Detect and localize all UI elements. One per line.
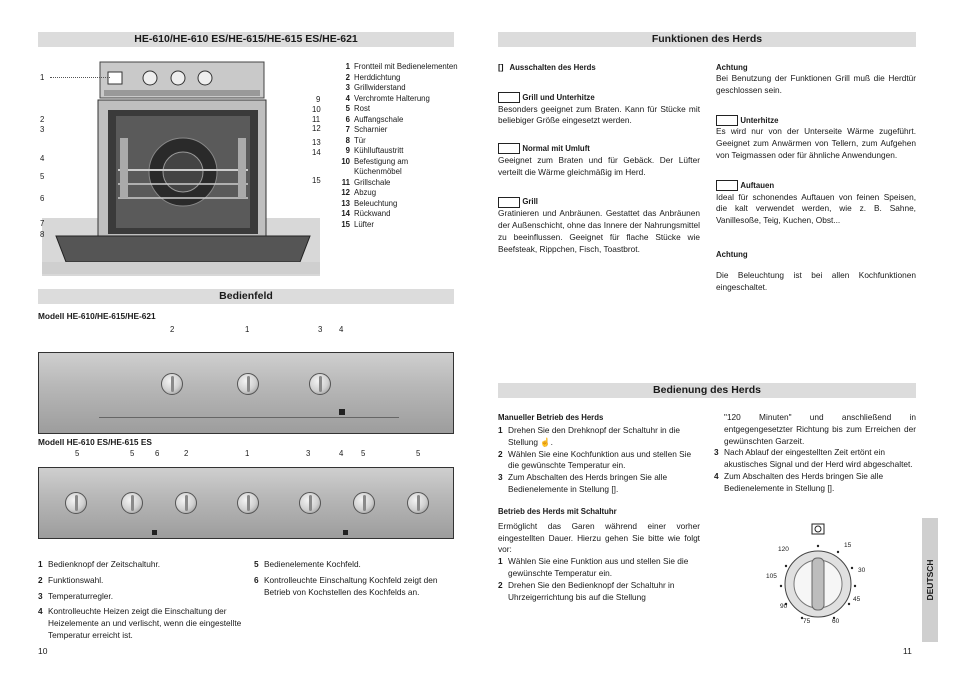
dial-label-45: 45 — [853, 596, 861, 603]
temperature-knob[interactable] — [309, 373, 331, 395]
functions-column-2 — [716, 62, 916, 294]
part-item: 9 Kühlluftaustritt — [345, 146, 404, 156]
timer-knob[interactable] — [237, 373, 259, 395]
warning-text: Bei Benutzung der Funktionen Grill muß die Herdtür geschlossen sein. — [716, 73, 916, 95]
function-text: Ideal für schonendes Auftauen von feinen Speisen, die kalt verwendet werden, wie z. B. Sahne, Vanillesoße, Teig, Kuchen, Obst... — [716, 191, 916, 226]
off-function — [498, 62, 700, 74]
page-number-left: 10 — [38, 646, 48, 656]
heating-indicator-icon — [339, 409, 345, 415]
callout-11: 11 — [312, 115, 321, 124]
function-title: Auftauen — [740, 180, 775, 190]
callout-8: 8 — [40, 230, 45, 239]
control-panel-model2 — [38, 467, 454, 539]
dial-label-90: 90 — [780, 603, 788, 610]
legend-right — [254, 559, 456, 598]
function-convection — [498, 143, 700, 178]
panel-divider — [99, 417, 399, 418]
callout-5: 5 — [40, 172, 45, 181]
dial-label-105: 105 — [766, 573, 777, 580]
model2-callout-5a: 5 — [75, 449, 80, 458]
step-item: 1 Drehen Sie den Drehknopf der Schaltuhr in die Stellung ☝. — [498, 425, 681, 447]
model1-label: Modell HE-610/HE-615/HE-621 — [38, 311, 156, 321]
function-bottom-heat — [716, 115, 916, 162]
step-item: 3 Nach Ablauf der eingestellten Zeit ertönt ein akustisches Signal und der Herd wird abgeschaltet. — [714, 447, 913, 470]
control-panel-model1 — [38, 352, 454, 434]
model2-callout-1: 1 — [245, 449, 250, 458]
dial-label-120: 120 — [778, 546, 789, 553]
bottom-heat-icon — [716, 115, 738, 126]
legend-item: 6 Kontrolleuchte Einschaltung Kochfeld zeigt den Betrieb von Kochstellen des Kochfelds an. — [254, 574, 438, 597]
warning-title: Achtung — [716, 249, 748, 259]
legend-item: 4 Kontrolleuchte Heizen zeigt die Einschaltung der Heizelemente an und verlischt, wenn die eingestellte Temperatur erreicht ist. — [38, 606, 242, 640]
part-item: 7 Scharnier — [345, 125, 388, 135]
legend-item: 3 Temperaturregler. — [38, 590, 114, 601]
callout-7: 7 — [40, 219, 45, 228]
part-item: 6 Auffangschale — [345, 114, 404, 124]
hob-knob-2[interactable] — [121, 492, 143, 514]
part-item: 3 Grillwiderstand — [345, 83, 406, 93]
step-item: 2 Wählen Sie eine Kochfunktion aus und stellen Sie die gewünschte Temperatur ein. — [498, 448, 692, 471]
model2-callout-2: 2 — [184, 449, 189, 458]
function-text: Es wird nur von der Unterseite Wärme zugeführt. Geeignet zum Anwärmen von Tellern, zum Aufgehen von Teigmassen oder für ähnliche Anwendungen. — [716, 126, 916, 160]
off-label: Ausschalten des Herds — [509, 63, 596, 72]
function-grill-bottom — [498, 92, 700, 127]
function-text: Geeignet zum Braten und für Gebäck. Der Lüfter verteilt die Wärme gleichmäßig im Herd. — [498, 154, 700, 177]
part-item: 8 Tür — [345, 135, 366, 145]
off-icon: [] — [498, 62, 504, 72]
model2-callout-3: 3 — [306, 449, 311, 458]
bedienung-title: Bedienung des Herds — [498, 383, 916, 398]
function-title: Unterhitze — [740, 115, 779, 125]
operation-column-1 — [498, 412, 700, 603]
step-item: 3 Zum Abschalten des Herds bringen Sie alle Bedienelemente in Stellung []. — [498, 472, 668, 494]
model2-callout-6: 6 — [155, 449, 160, 458]
hob-knob-1[interactable] — [65, 492, 87, 514]
legend-item: 2 Funktionswahl. — [38, 574, 104, 585]
step-item: 2 Drehen Sie den Bedienknopf der Schaltuhr in Uhrzeigerrichtung bis auf die Stellung — [498, 579, 675, 602]
callout-1: 1 — [40, 73, 45, 82]
part-item: 12 Abzug — [341, 188, 377, 198]
part-item: 2 Herddichtung — [345, 72, 401, 82]
operation-column-2 — [714, 412, 916, 494]
part-item: 4 Verchromte Halterung — [345, 93, 430, 103]
legend-item: 5 Bedienelemente Kochfeld. — [254, 559, 361, 569]
part-item: 15 Lüfter — [341, 219, 374, 229]
callout-12: 12 — [312, 124, 321, 133]
language-tab — [922, 518, 938, 642]
timer-knob[interactable] — [237, 492, 259, 514]
callout-14: 14 — [312, 148, 321, 157]
hob-knob-4[interactable] — [407, 492, 429, 514]
manual-title: Manueller Betrieb des Herds — [498, 413, 604, 422]
callout-9: 9 — [316, 95, 321, 104]
language-tab-label: DEUTSCH — [924, 559, 935, 601]
dial-label-60: 60 — [832, 618, 840, 625]
fan-icon — [498, 143, 520, 154]
heating-indicator-icon — [343, 530, 348, 535]
model1-callout-1: 1 — [245, 325, 250, 334]
oven-illustration — [38, 58, 328, 278]
model2-callout-5c: 5 — [361, 449, 366, 458]
page-number-right: 11 — [903, 646, 912, 656]
grill-icon — [498, 197, 520, 208]
callout-line-1 — [50, 77, 110, 78]
hand-icon: ☝ — [540, 436, 551, 447]
off-icon: [] — [611, 483, 616, 494]
callout-13: 13 — [312, 138, 321, 147]
callout-15: 15 — [312, 176, 321, 185]
model1-callout-2: 2 — [170, 325, 175, 334]
legend-left — [38, 559, 242, 642]
timer-intro: Ermöglicht das Garen während einer vorher eingestellten Dauer. Hierzu gehen Sie bitte wie folgt vor: — [498, 520, 700, 555]
bedienfeld-title: Bedienfeld — [38, 289, 454, 304]
function-text: Gratinieren und Anbräunen. Gestattet das Anbräunen der Außenschicht, ohne das Innere der Nahrungsmittel zu beeinflussen. Geeignet für flache Stücke wie Beefsteak, Rippchen, Fisch, Toastbrot. — [498, 208, 700, 254]
snowflake-icon — [716, 180, 738, 191]
function-title: Normal mit Umluft — [522, 144, 590, 154]
model2-callout-5d: 5 — [416, 449, 421, 458]
warning-title: Achtung — [716, 63, 748, 72]
model2-callout-5b: 5 — [130, 449, 135, 458]
part-item: 5 Rost — [345, 104, 371, 114]
functions-column-1 — [498, 62, 700, 255]
grill-bottom-icon — [498, 92, 520, 103]
legend-item: 1 Bedienknopf der Zeitschaltuhr. — [38, 559, 161, 569]
model1-callout-4: 4 — [339, 325, 344, 334]
timer-continuation: "120 Minuten" und anschließend in entgegengesetzter Richtung bis zum Erreichen der gewünschten Garzeit. — [724, 412, 916, 446]
step-item: 1 Wählen Sie eine Funktion aus und stellen Sie die gewünschte Temperatur ein. — [498, 556, 689, 578]
model2-label: Modell HE-610 ES/HE-615 ES — [38, 437, 152, 447]
function-text: Besonders geeignet zum Braten. Kann für Stücke mit beliebiger Größe eingesetzt werden. — [498, 103, 700, 126]
dial-label-30: 30 — [858, 567, 866, 574]
off-icon: [] — [827, 482, 832, 493]
oven-drawing — [38, 58, 328, 278]
temperature-knob[interactable] — [299, 492, 321, 514]
model2-callout-4: 4 — [339, 449, 344, 458]
function-grill — [498, 196, 700, 255]
function-title: Grill und Unterhitze — [522, 92, 595, 102]
warning-text: Die Beleuchtung ist bei allen Kochfunktionen eingeschaltet. — [716, 269, 916, 292]
hob-knob-3[interactable] — [353, 492, 375, 514]
callout-3: 3 — [40, 125, 45, 134]
right-page-title: Funktionen des Herds — [498, 32, 916, 47]
timer-title: Betrieb des Herds mit Schaltuhr — [498, 506, 617, 516]
part-item: 14 Rückwand — [341, 209, 391, 219]
part-item: 13 Beleuchtung — [341, 198, 398, 208]
function-title: Grill — [522, 197, 538, 207]
step-item: 4 Zum Abschalten des Herds bringen Sie alle Bedienelemente in Stellung []. — [714, 470, 884, 493]
function-knob[interactable] — [161, 373, 183, 395]
callout-4: 4 — [40, 154, 45, 163]
model1-callout-3: 3 — [318, 325, 323, 334]
part-item: 11 Grillschale — [341, 177, 391, 187]
hob-indicator-icon — [152, 530, 157, 535]
function-defrost — [716, 180, 916, 227]
parts-list — [340, 62, 458, 230]
dial-label-75: 75 — [803, 618, 811, 625]
dial-label-15: 15 — [844, 542, 852, 549]
left-page-title: HE-610/HE-610 ES/HE-615/HE-615 ES/HE-621 — [38, 32, 454, 47]
callout-2: 2 — [40, 115, 45, 124]
function-knob[interactable] — [175, 492, 197, 514]
part-item: 10 Befestigung am Küchenmöbel — [341, 156, 409, 177]
callout-6: 6 — [40, 194, 45, 203]
callout-10: 10 — [312, 105, 321, 114]
part-item: 1 Frontteil mit Bedienelementen — [345, 62, 458, 71]
